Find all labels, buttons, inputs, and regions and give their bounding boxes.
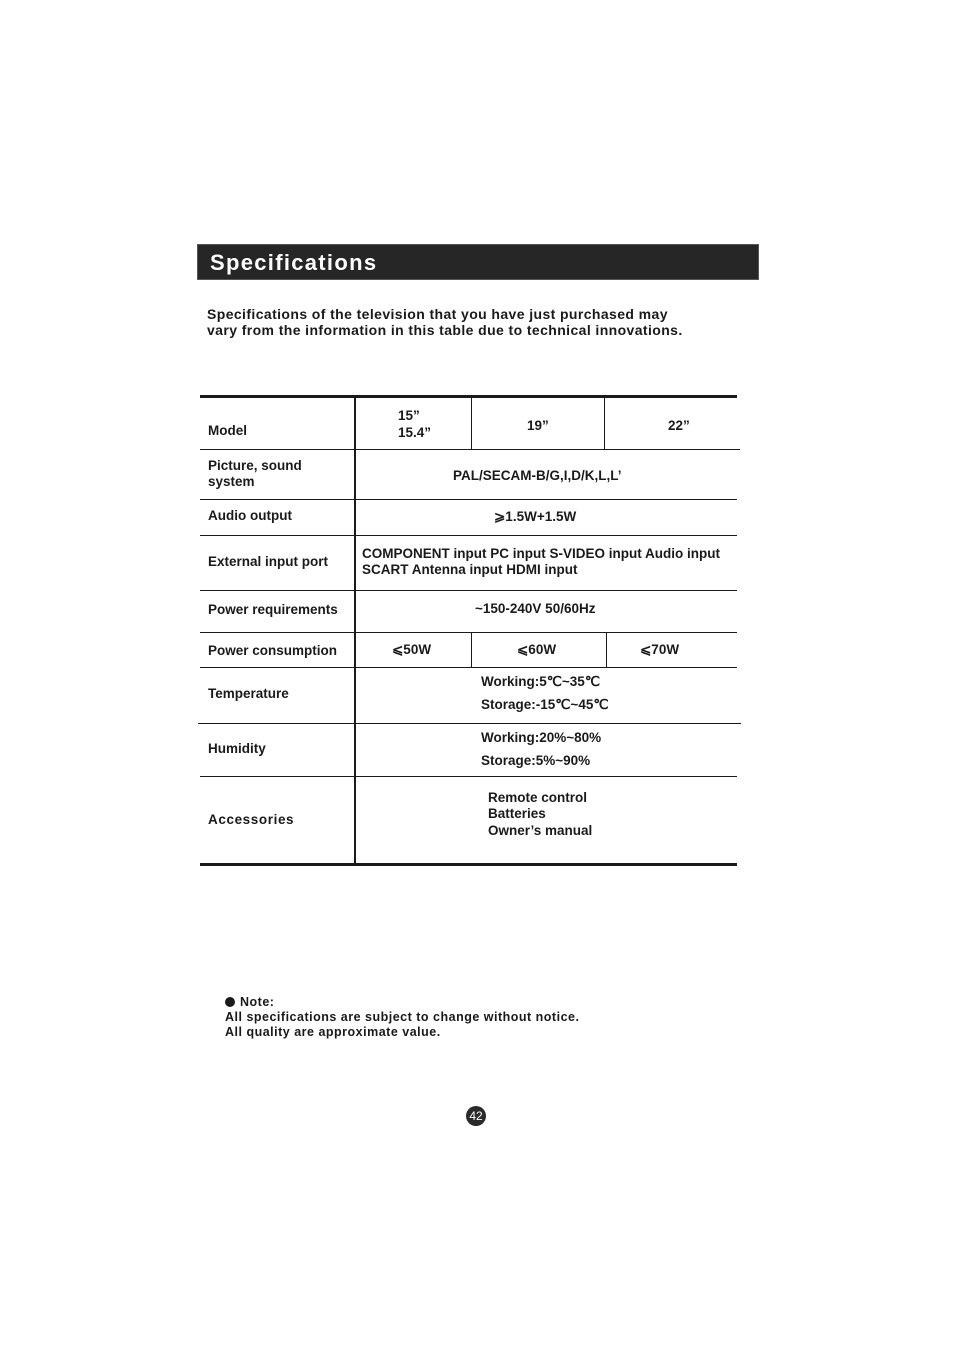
humidity-storage: Storage:5%~90% bbox=[481, 753, 591, 768]
column-divider bbox=[471, 632, 472, 667]
external-input-line-1: COMPONENT input PC input S-VIDEO input Audio input bbox=[362, 546, 720, 561]
temperature-working: Working:5℃~35℃ bbox=[481, 674, 600, 689]
humidity-working: Working:20%~80% bbox=[481, 730, 602, 745]
accessory-item: Owner’s manual bbox=[488, 823, 593, 838]
table-top-border bbox=[200, 395, 737, 398]
power-consumption-19: ⩽60W bbox=[517, 642, 557, 657]
intro-text bbox=[207, 306, 683, 338]
humidity-label: Humidity bbox=[208, 741, 266, 756]
intro-line-1: Specifications of the television that you have just purchased may bbox=[207, 306, 668, 322]
model-label: Model bbox=[208, 423, 247, 438]
picture-sound-value: PAL/SECAM-B/G,I,D/K,L,L’ bbox=[453, 468, 622, 483]
accessories-label: Accessories bbox=[208, 812, 295, 827]
accessory-item: Remote control bbox=[488, 790, 588, 805]
audio-output-value: ⩾1.5W+1.5W bbox=[494, 509, 577, 524]
note-line-2: All quality are approximate value. bbox=[225, 1025, 441, 1039]
power-requirements-value: ~150-240V 50/60Hz bbox=[475, 601, 596, 616]
row-divider bbox=[200, 499, 737, 500]
model-size-22: 22” bbox=[668, 418, 690, 433]
row-divider bbox=[200, 776, 737, 777]
column-divider bbox=[606, 632, 607, 667]
column-divider bbox=[604, 397, 605, 449]
external-input-label: External input port bbox=[208, 554, 329, 569]
audio-output-label: Audio output bbox=[208, 508, 292, 523]
row-divider bbox=[198, 723, 741, 724]
model-size-15: 15” bbox=[398, 408, 420, 423]
row-divider bbox=[200, 667, 737, 668]
picture-sound-label-1: Picture, sound bbox=[208, 458, 302, 473]
accessory-item: Batteries bbox=[488, 806, 546, 821]
intro-line-2: vary from the information in this table due to technical innovations. bbox=[207, 322, 683, 338]
power-requirements-label: Power requirements bbox=[208, 602, 338, 617]
note-line-1: All specifications are subject to change without notice. bbox=[225, 1010, 580, 1024]
power-consumption-22: ⩽70W bbox=[640, 642, 680, 657]
page-number: 42 bbox=[466, 1106, 486, 1126]
picture-sound-label-2: system bbox=[208, 474, 255, 489]
row-divider bbox=[200, 449, 740, 450]
temperature-storage: Storage:-15℃~45℃ bbox=[481, 697, 609, 712]
row-divider bbox=[200, 590, 737, 591]
external-input-line-2: SCART Antenna input HDMI input bbox=[362, 562, 578, 577]
note-section bbox=[225, 995, 579, 1040]
model-size-19: 19” bbox=[527, 418, 549, 433]
page-title: Specifications bbox=[210, 250, 378, 275]
temperature-label: Temperature bbox=[208, 686, 289, 701]
bullet-icon bbox=[225, 997, 235, 1007]
section-header bbox=[197, 244, 759, 280]
column-divider bbox=[471, 397, 472, 449]
table-bottom-border bbox=[200, 863, 737, 866]
power-consumption-label: Power consumption bbox=[208, 643, 338, 658]
note-title: Note: bbox=[240, 995, 275, 1009]
row-divider bbox=[200, 632, 737, 633]
row-divider bbox=[200, 535, 737, 536]
model-size-15-4: 15.4” bbox=[398, 425, 432, 440]
power-consumption-15: ⩽50W bbox=[392, 642, 432, 657]
label-column-divider bbox=[354, 395, 356, 866]
